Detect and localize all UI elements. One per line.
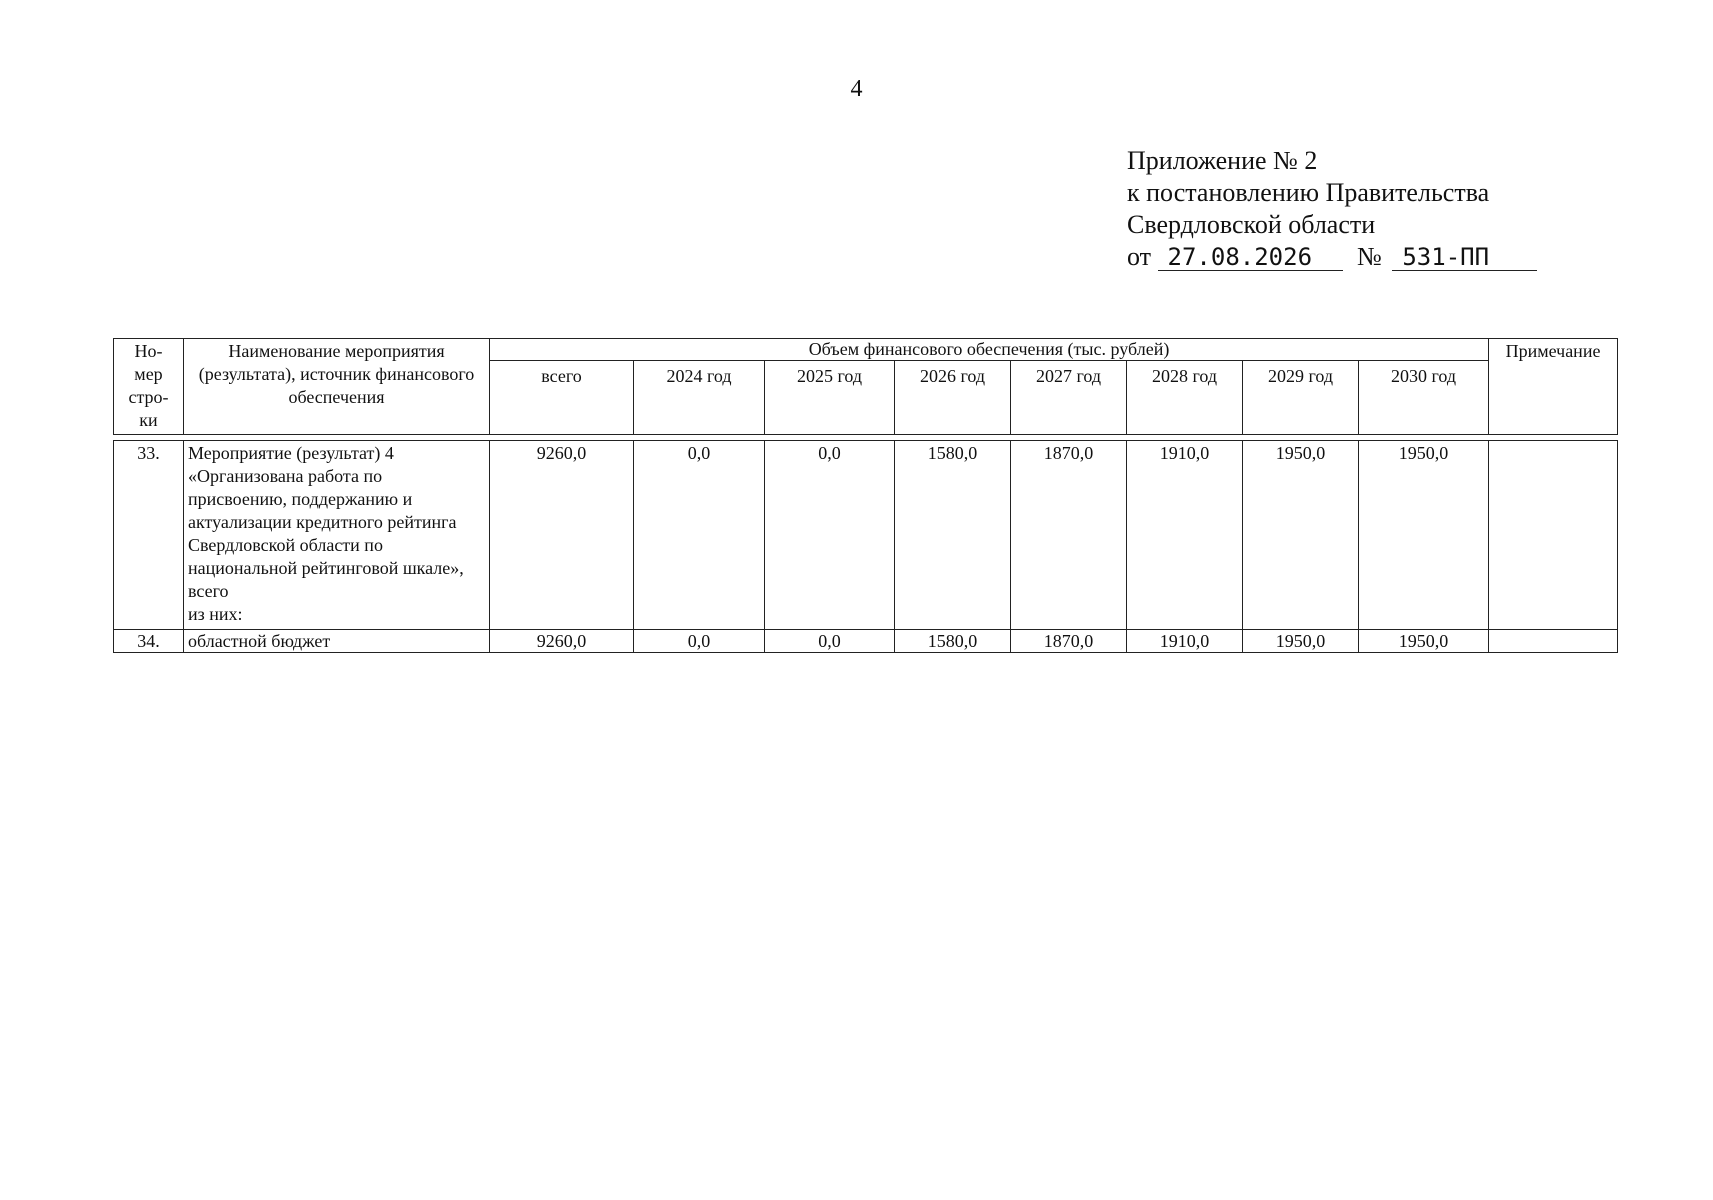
header-year-2024: 2024 год (634, 361, 765, 435)
header-total: всего (490, 361, 634, 435)
resolution-date: 27.08.2026 (1158, 244, 1343, 271)
header-year-2027: 2027 год (1011, 361, 1127, 435)
table-row (114, 441, 1618, 630)
row-value-2025: 0,0 (765, 630, 895, 653)
appendix-block (1127, 145, 1537, 273)
header-year-2028: 2028 год (1127, 361, 1243, 435)
row-value-2029: 1950,0 (1243, 441, 1359, 630)
row-total: 9260,0 (490, 630, 634, 653)
header-name: Наименование мероприятия (результата), источник финансового обеспечения (184, 339, 490, 435)
row-value-2026: 1580,0 (895, 630, 1011, 653)
row-value-2030: 1950,0 (1359, 441, 1489, 630)
appendix-resolution: к постановлению Правительства (1127, 178, 1490, 207)
row-value-2028: 1910,0 (1127, 630, 1243, 653)
row-note (1489, 441, 1618, 630)
header-row-number: Но- мер стро- ки (114, 339, 184, 435)
row-value-2024: 0,0 (634, 630, 765, 653)
resolution-number: 531-ПП (1392, 244, 1537, 271)
row-total: 9260,0 (490, 441, 634, 630)
row-value-2028: 1910,0 (1127, 441, 1243, 630)
appendix-date-line (1127, 241, 1537, 273)
appendix-region: Свердловской области (1127, 210, 1376, 239)
row-value-2024: 0,0 (634, 441, 765, 630)
number-sign: № (1357, 242, 1382, 271)
page-number: 4 (850, 76, 863, 102)
header-year-2025: 2025 год (765, 361, 895, 435)
header-year-2026: 2026 год (895, 361, 1011, 435)
row-number: 33. (114, 441, 184, 630)
row-name: областной бюджет (184, 630, 490, 653)
header-note: Примечание (1489, 339, 1618, 435)
table-row (114, 630, 1618, 653)
row-value-2027: 1870,0 (1011, 630, 1127, 653)
row-value-2025: 0,0 (765, 441, 895, 630)
header-year-2029: 2029 год (1243, 361, 1359, 435)
financing-table (113, 338, 1618, 653)
from-label: от (1127, 242, 1152, 271)
header-year-2030: 2030 год (1359, 361, 1489, 435)
table-header-row-1 (114, 339, 1618, 361)
row-value-2029: 1950,0 (1243, 630, 1359, 653)
row-name: Мероприятие (результат) 4 «Организована работа по присвоению, поддержанию и актуализации кредитного рейтинга Свердловской области по национальной рейтинговой шкале», всего из них: (184, 441, 490, 630)
appendix-title: Приложение № 2 (1127, 146, 1318, 175)
row-value-2027: 1870,0 (1011, 441, 1127, 630)
header-volume: Объем финансового обеспечения (тыс. рублей) (490, 339, 1489, 361)
row-note (1489, 630, 1618, 653)
row-value-2026: 1580,0 (895, 441, 1011, 630)
row-value-2030: 1950,0 (1359, 630, 1489, 653)
row-number: 34. (114, 630, 184, 653)
